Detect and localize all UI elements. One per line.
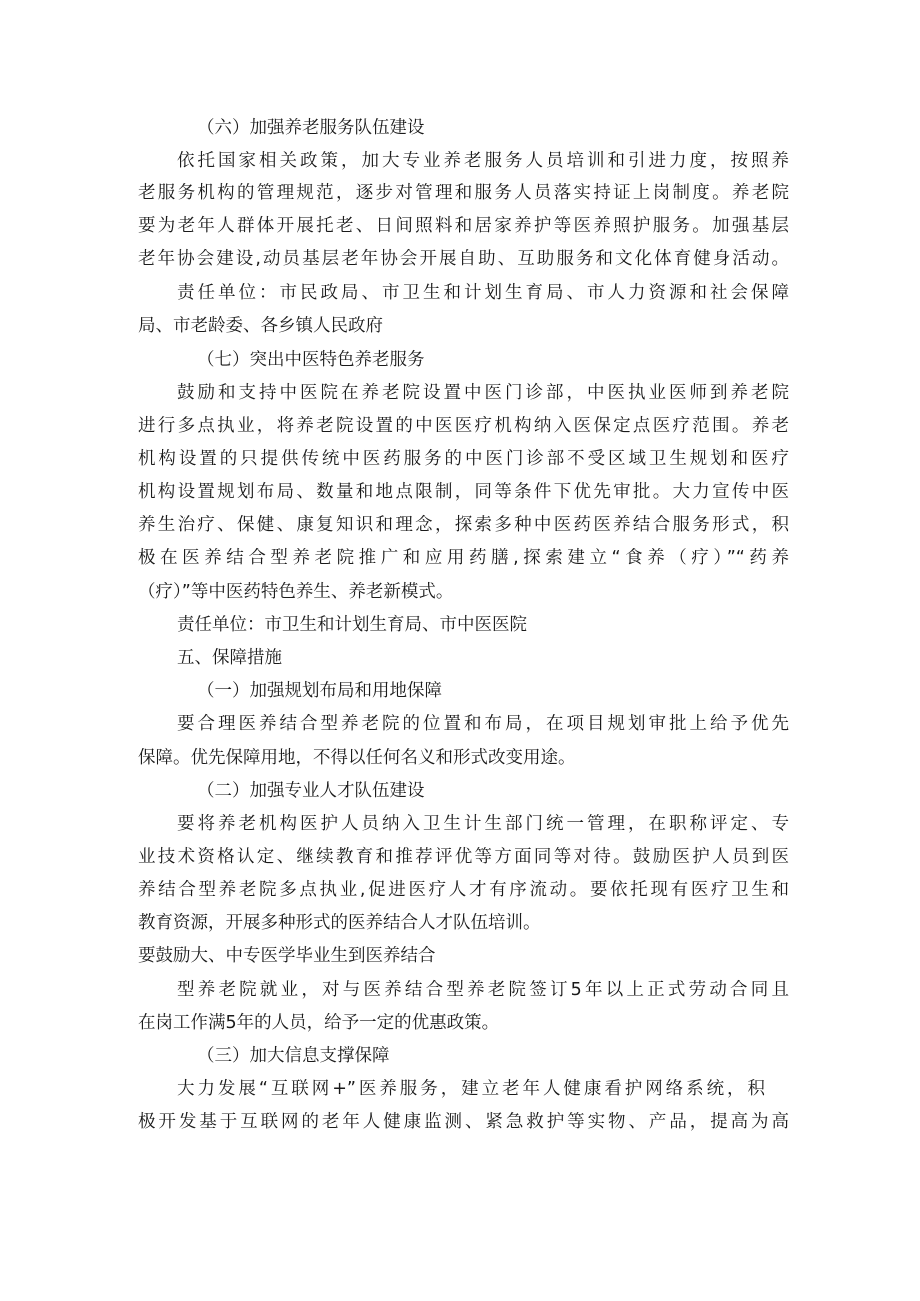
paragraph-line: 大力发展“互联网+”医养服务，建立老年人健康看护网络系统，积 bbox=[177, 1079, 765, 1099]
paragraph-line: 业技术资格认定、继续教育和推荐评优等方面同等对待。鼓励医护人员到医 bbox=[138, 847, 789, 867]
paragraph-line: 要为老年人群体开展托老、日间照料和居家养护等医养照护服务。加强基层 bbox=[138, 216, 789, 236]
paragraph-line: 鼓励和支持中医院在养老院设置中医门诊部，中医执业医师到养老院 bbox=[177, 383, 789, 403]
paragraph-line: 依托国家相关政策，加大专业养老服务人员培训和引进力度，按照养 bbox=[177, 151, 789, 171]
section-heading-5: 五、保障措施 bbox=[177, 648, 282, 668]
paragraph-line: 在岗工作满5年的人员，给予一定的优惠政策。 bbox=[138, 1013, 500, 1033]
paragraph-line: 极在医养结合型养老院推广和应用药膳,探索建立“食养（疗）”“药养 bbox=[138, 548, 789, 568]
paragraph-line: 要鼓励大、中专医学毕业生到医养结合 bbox=[138, 946, 436, 966]
paragraph-line: 老服务机构的管理规范，逐步对管理和服务人员落实持证上岗制度。养老院 bbox=[138, 183, 789, 203]
responsibility-line: 局、市老龄委、各乡镇人民政府 bbox=[138, 316, 383, 336]
subheading-6: （六）加强养老服务队伍建设 bbox=[197, 118, 425, 138]
paragraph-line: 保障。优先保障用地，不得以任何名义和形式改变用途。 bbox=[138, 748, 576, 768]
paragraph-line: 极开发基于互联网的老年人健康监测、紧急救护等实物、产品，提高为高 bbox=[138, 1112, 789, 1132]
paragraph-line: 型养老院就业，对与医养结合型养老院签订5年以上正式劳动合同且 bbox=[177, 980, 789, 1000]
paragraph-line: 养生治疗、保健、康复知识和理念，探索多种中医药医养结合服务形式，积 bbox=[138, 515, 789, 535]
subheading-1: （一）加强规划布局和用地保障 bbox=[197, 681, 442, 701]
paragraph-line: （疗）”等中医药特色养生、养老新模式。 bbox=[138, 582, 454, 602]
responsibility-line: 责任单位：市民政局、市卫生和计划生育局、市人力资源和社会保障 bbox=[177, 283, 789, 303]
paragraph-line: 机构设置的只提供传统中医药服务的中医门诊部不受区域卫生规划和医疗 bbox=[138, 449, 789, 469]
paragraph-line: 要将养老机构医护人员纳入卫生计生部门统一管理，在职称评定、专 bbox=[177, 814, 789, 834]
paragraph-line: 机构设置规划布局、数量和地点限制，同等条件下优先审批。大力宣传中医 bbox=[138, 482, 789, 502]
paragraph-line: 老年协会建设,动员基层老年协会开展自助、互助服务和文化体育健身活动。 bbox=[138, 249, 789, 269]
paragraph-line: 养结合型养老院多点执业,促进医疗人才有序流动。要依托现有医疗卫生和 bbox=[138, 880, 789, 900]
paragraph-line: 教育资源，开展多种形式的医养结合人才队伍培训。 bbox=[138, 913, 541, 933]
paragraph-line: 进行多点执业，将养老院设置的中医医疗机构纳入医保定点医疗范围。养老 bbox=[138, 416, 789, 436]
subheading-7: （七）突出中医特色养老服务 bbox=[197, 350, 425, 370]
subheading-2: （二）加强专业人才队伍建设 bbox=[197, 781, 425, 801]
responsibility-line: 责任单位：市卫生和计划生育局、市中医医院 bbox=[177, 615, 527, 635]
subheading-3: （三）加大信息支撑保障 bbox=[197, 1046, 390, 1066]
paragraph-line: 要合理医养结合型养老院的位置和布局，在项目规划审批上给予优先 bbox=[177, 714, 789, 734]
